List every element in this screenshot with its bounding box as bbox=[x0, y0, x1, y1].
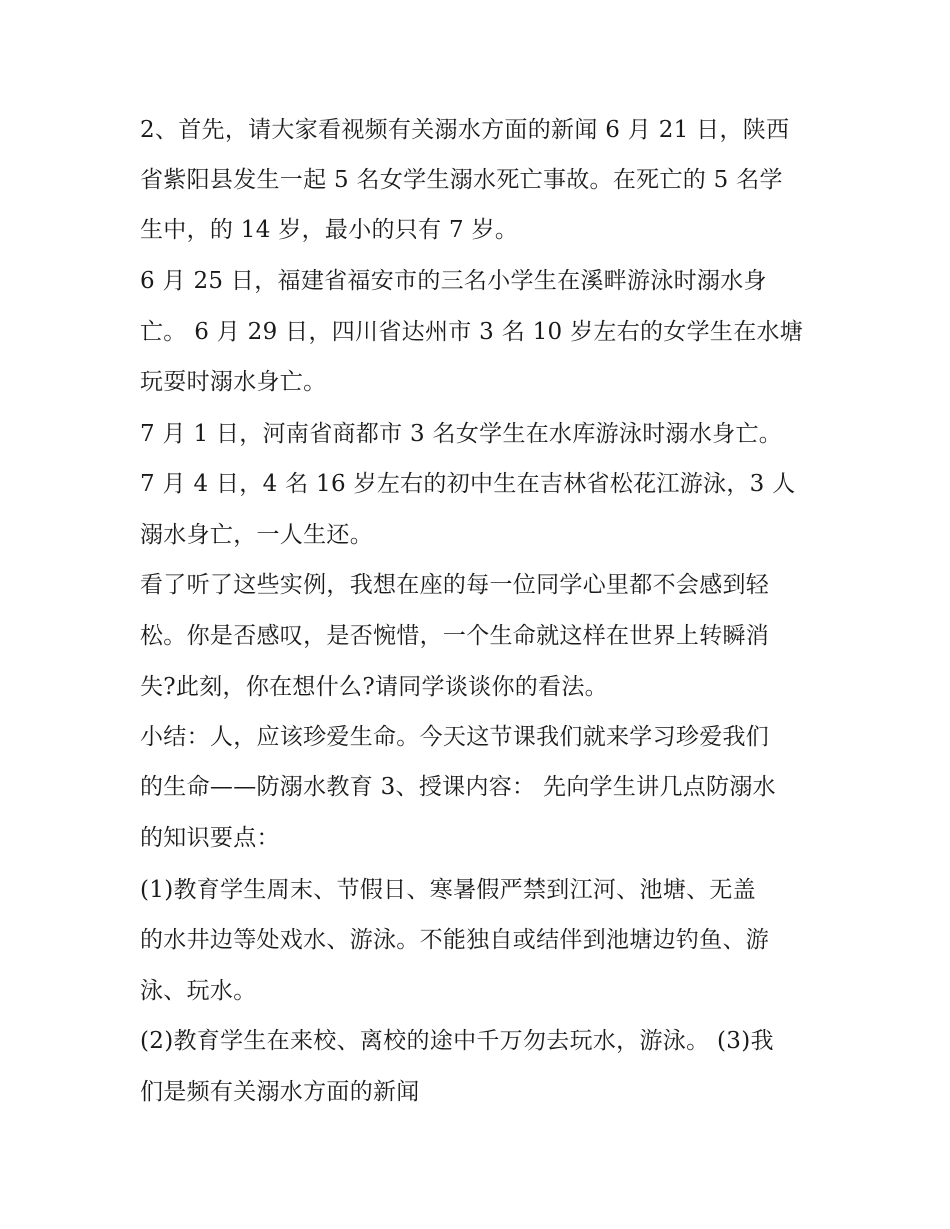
text-line: 失?此刻，你在想什么?请同学谈谈你的看法。 bbox=[140, 674, 608, 700]
text-line: (2)教育学生在来校、离校的途中千万勿去玩水，游泳。 (3)我 bbox=[140, 1028, 774, 1054]
text-line: 亡。 6 月 29 日，四川省达州市 3 名 10 岁左右的女学生在水塘 bbox=[140, 319, 804, 345]
text-line: 生中，的 14 岁，最小的只有 7 岁。 bbox=[140, 217, 519, 243]
text-line: 玩耍时溺水身亡。 bbox=[140, 369, 327, 395]
text-line: 看了听了这些实例，我想在座的每一位同学心里都不会感到轻 bbox=[140, 572, 770, 598]
text-line: 的知识要点： bbox=[140, 825, 280, 851]
text-line: 2、首先，请大家看视频有关溺水方面的新闻 6 月 21 日，陕西 bbox=[140, 117, 790, 143]
text-line: 的水井边等处戏水、游泳。不能独自或结伴到池塘边钓鱼、游 bbox=[140, 927, 770, 953]
text-line: 7 月 4 日，4 名 16 岁左右的初中生在吉林省松花江游泳，3 人 bbox=[140, 471, 796, 497]
text-line: (1)教育学生周末、节假日、寒暑假严禁到江河、池塘、无盖 bbox=[140, 877, 756, 903]
text-line: 省紫阳县发生一起 5 名女学生溺水死亡事故。在死亡的 5 名学 bbox=[140, 167, 783, 193]
text-line: 泳、玩水。 bbox=[140, 978, 257, 1004]
text-line: 溺水身亡，一人生还。 bbox=[140, 522, 373, 548]
text-line: 小结：人，应该珍爱生命。今天这节课我们就来学习珍爱我们 bbox=[140, 724, 770, 750]
text-line: 松。你是否感叹，是否惋惜，一个生命就这样在世界上转瞬消 bbox=[140, 623, 770, 649]
text-line: 6 月 25 日，福建省福安市的三名小学生在溪畔游泳时溺水身 bbox=[140, 268, 767, 294]
text-line: 7 月 1 日，河南省商都市 3 名女学生在水库游泳时溺水身亡。 bbox=[140, 421, 783, 447]
text-line: 的生命——防溺水教育 3、授课内容： 先向学生讲几点防溺水 bbox=[140, 774, 776, 800]
text-line: 们是频有关溺水方面的新闻 bbox=[140, 1079, 420, 1105]
